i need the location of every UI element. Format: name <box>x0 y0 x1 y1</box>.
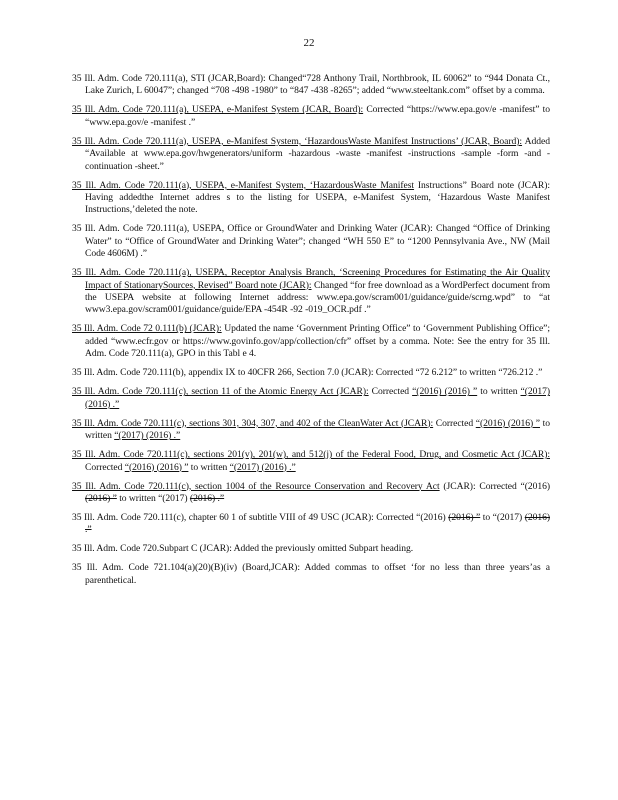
underlined-text: 35 Ill. Adm. Code 720.111(c), section 11 of the Atomic Energy Act (JCAR): <box>72 386 369 398</box>
struck-text: (2016) .” <box>189 492 225 504</box>
entry-text: Updated the name ‘Government Printing Office” to ‘Government Publishing Office”; added “www.ecfr.gov or https://www.govinfo.gov/app/collection/cfr” offset by a comma. Note: See the entry for 35 Ill. Adm. Code 720.111(a), GPO in this Tabl e 4. <box>85 323 550 360</box>
underlined-text: 35 Ill. Adm. Code 72 0.111(b) (JCAR): <box>72 323 222 335</box>
underlined-text: “(2016) (2016) ” <box>475 417 540 429</box>
underlined-text: 35 Ill. Adm. Code 720.111(c), section 1004 of the Resource Conservation and Recovery Act <box>72 480 440 492</box>
entry-text: Corrected <box>85 461 125 473</box>
struck-text: (2016) ” <box>448 511 481 523</box>
entry-text: Corrected <box>433 417 476 429</box>
entry-text: Added “Available at www.epa.gov/hwgenerators/uniform -hazardous -waste -manifest -instructions -sample -form -and -continuation -sheet.” <box>85 135 550 172</box>
change-entry <box>72 323 550 360</box>
entry-text: 35 Ill. Adm. Code 720.111(a), STI (JCAR,Board): Changed“728 Anthony Trail, Northbrook, IL 60062” to “944 Donata Ct., Lake Zurich, L 60047”; changed “708 -498 -1980” to “847 -438 -8265”; added “www.steeltank.com” offset by a comma. <box>72 73 550 97</box>
underlined-text: “(2017) (2016) .” <box>114 430 181 442</box>
entry-text: Instructions” Board note (JCAR): Having addedthe Internet addres s to the listing for USEPA, e-Manifest System, ‘Hazardous Waste Manifest Instructions,’deleted the note. <box>85 179 550 216</box>
struck-text: (2016) ” <box>85 492 117 504</box>
underlined-text: “(2017) (2016) .” <box>85 386 551 410</box>
entry-text: 35 Ill. Adm. Code 720.Subpart C (JCAR): Added the previously omitted Subpart heading. <box>72 543 414 555</box>
change-entry <box>72 104 550 129</box>
change-entry <box>72 180 550 217</box>
underlined-text: “(2017) (2016) .” <box>229 461 296 473</box>
underlined-text: “(2016) (2016) ” <box>412 386 478 398</box>
entry-text: to written <box>188 461 230 473</box>
change-entry <box>72 267 550 317</box>
change-entry <box>72 418 550 443</box>
change-entry <box>72 449 550 474</box>
underlined-text: 35 Ill. Adm. Code 720.111(a), USEPA, e-Manifest System (JCAR, Board): <box>72 104 364 116</box>
underlined-text: “(2016) (2016) ” <box>124 461 189 473</box>
page-number: 22 <box>303 37 315 49</box>
change-entry <box>72 481 550 506</box>
entry-text: to written <box>477 386 521 398</box>
change-entry <box>72 543 550 555</box>
entry-text: 35 Ill. Adm. Code 720.111(a), USEPA, Office or GroundWater and Drinking Water (JCAR): Changed “Office of Drinking Water” to “Office of GroundWater and Drinking Water”; changed “WH 550 E” to “1200 Pennsylvania Ave., NW (Mail Code 4606M) .” <box>72 223 550 260</box>
entry-text: 35 Ill. Adm. Code 720.111(b), appendix IX to 40CFR 266, Section 7.0 (JCAR): Corrected “72 6.212” to written “726.212 .” <box>72 367 543 379</box>
entry-text: Changed “for free download as a WordPerfect document from the USEPA website at following Internet address: www.epa.gov/scram001/guidance/guide/scrng.wpd” to “at www3.epa.gov/scram001/guidance/guide/EPA -454R -92 -019_OCR.pdf .” <box>85 279 550 316</box>
underlined-text: 35 Ill. Adm. Code 720.111(a), USEPA, e-Manifest System, ‘HazardousWaste Manifest Instructions’ (JCAR, Board): <box>72 135 523 147</box>
struck-text: (2016) .” <box>85 511 550 536</box>
entry-text: to written “(2017) <box>116 492 190 504</box>
underlined-text: 35 Ill. Adm. Code 720.111(a), USEPA, e-Manifest System, ‘HazardousWaste Manifest <box>72 179 415 191</box>
underlined-text: 35 Ill. Adm. Code 720.111(c), sections 201(v), 201(w), and 512(j) of the Federal Food, Drug, and Cosmetic Act (JCAR): <box>72 449 550 461</box>
entry-text: to “(2017) <box>480 511 525 523</box>
underlined-text: 35 Ill. Adm. Code 720.111(c), sections 301, 304, 307, and 402 of the CleanWater Act (JCAR): <box>72 417 434 429</box>
change-entry <box>72 562 550 587</box>
entry-text: 35 Ill. Adm. Code 721.104(a)(20)(B)(iv) (Board,JCAR): Added commas to offset ‘for no less than three years’as a parenthetical. <box>72 562 550 586</box>
change-entry <box>72 367 550 379</box>
entry-text: 35 Ill. Adm. Code 720.111(c), chapter 60 1 of subtitle VIII of 49 USC (JCAR): Corrected “(2016) <box>72 511 449 523</box>
entry-text: (JCAR): Corrected “(2016) <box>439 480 550 492</box>
entries-list <box>72 73 550 594</box>
change-entry <box>72 136 550 173</box>
entry-text: to written <box>85 417 550 442</box>
change-entry <box>72 386 550 411</box>
change-entry <box>72 73 550 98</box>
entry-text: Corrected <box>368 386 413 398</box>
entry-text: Corrected “https://www.epa.gov/e -manifest” to “www.epa.gov/e -manifest .” <box>85 104 551 128</box>
change-entry <box>72 512 550 537</box>
change-entry <box>72 223 550 260</box>
underlined-text: 35 Ill. Adm. Code 720.111(a), USEPA, Receptor Analysis Branch, ‘Screening Procedures for Estimating the Air Quality Impact of StationarySources, Revised” Board note (JCAR): <box>72 267 550 291</box>
